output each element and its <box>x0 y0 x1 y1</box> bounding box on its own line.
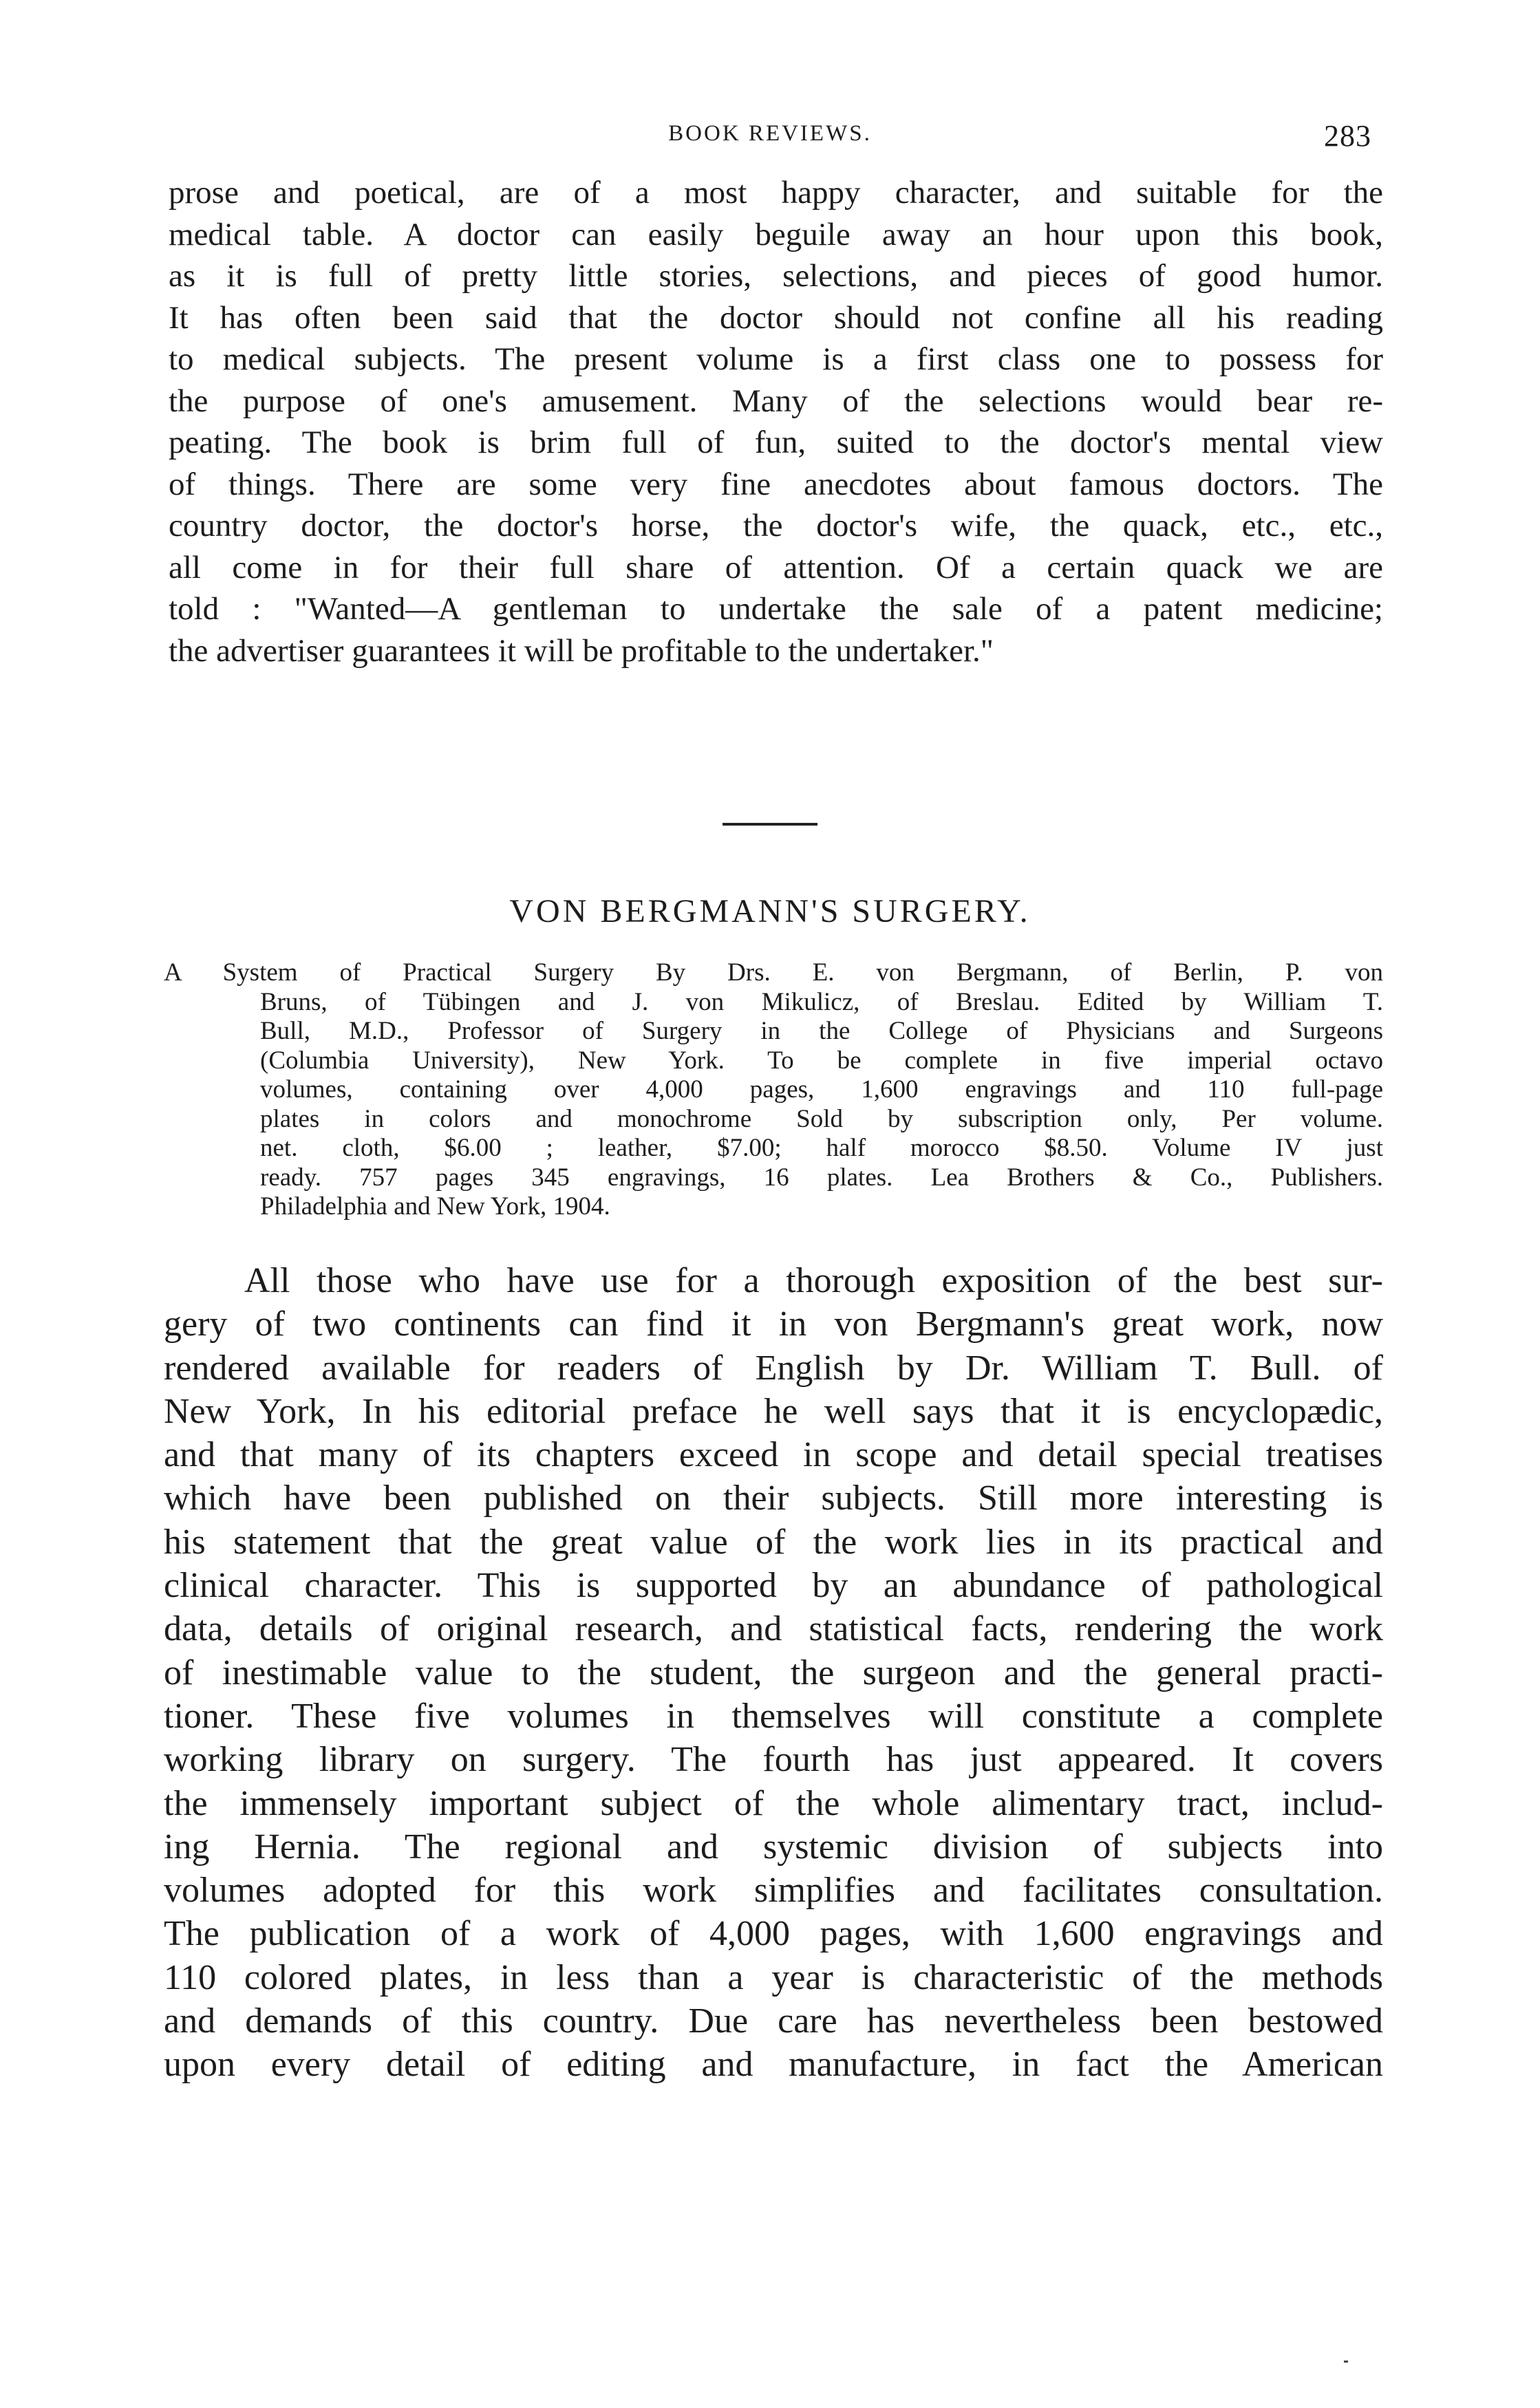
citation-line: (Columbia University), New York. To be complete in five imperial octavo <box>260 1046 1383 1075</box>
text-line: the purpose of one's amusement. Many of the selections would bear re- <box>169 383 1383 419</box>
body-line: ing Hernia. The regional and systemic division of subjects into <box>164 1827 1383 1867</box>
body-line: gery of two continents can find it in von Bergmann's great work, now <box>164 1304 1383 1344</box>
citation-line: Philadelphia and New York, 1904. <box>260 1192 610 1221</box>
body-line: and that many of its chapters exceed in scope and detail special treatises <box>164 1435 1383 1475</box>
previous-review-continuation <box>169 172 1383 671</box>
print-speck <box>1344 2361 1348 2363</box>
text-line: country doctor, the doctor's horse, the doctor's wife, the quack, etc., etc., <box>169 508 1383 544</box>
citation-line: Bruns, of Tübingen and J. von Mikulicz, of Breslau. Edited by William T. <box>260 987 1383 1016</box>
citation-line: Bull, M.D., Professor of Surgery in the College of Physicians and Surgeons <box>260 1017 1383 1045</box>
text-line: as it is full of pretty little stories, selections, and pieces of good humor. <box>169 258 1383 294</box>
body-line: clinical character. This is supported by an abundance of pathological <box>164 1566 1383 1606</box>
body-line: the immensely important subject of the whole alimentary tract, includ- <box>164 1783 1383 1823</box>
body-line: All those who have use for a thorough exposition of the best sur- <box>244 1261 1383 1300</box>
text-line: prose and poetical, are of a most happy character, and suitable for the <box>169 175 1383 211</box>
body-line: New York, In his editorial preface he well says that it is encyclopædic, <box>164 1391 1383 1431</box>
citation-line: A System of Practical Surgery By Drs. E. von Bergmann, of Berlin, P. von <box>164 958 1383 987</box>
body-line: rendered available for readers of English by Dr. William T. Bull. of <box>164 1348 1383 1388</box>
text-line: of things. There are some very fine anecdotes about famous doctors. The <box>169 466 1383 502</box>
section-divider <box>723 823 817 826</box>
citation-line: plates in colors and monochrome Sold by subscription only, Per volume. <box>260 1104 1383 1133</box>
bibliographic-citation <box>164 958 1383 1222</box>
running-title: BOOK REVIEWS. <box>668 121 872 146</box>
page-number: 283 <box>1324 119 1371 153</box>
citation-line: net. cloth, $6.00 ; leather, $7.00; half morocco $8.50. Volume IV just <box>260 1134 1383 1162</box>
body-line: tioner. These five volumes in themselves will constitute a complete <box>164 1696 1383 1736</box>
running-head <box>0 121 1540 162</box>
text-line: medical table. A doctor can easily beguile away an hour upon this book, <box>169 216 1383 252</box>
text-line: to medical subjects. The present volume is a first class one to possess for <box>169 341 1383 377</box>
body-line: volumes adopted for this work simplifies and facilitates consultation. <box>164 1871 1383 1911</box>
citation-line: ready. 757 pages 345 engravings, 16 plates. Lea Brothers & Co., Publishers. <box>260 1163 1383 1192</box>
section-title: VON BERGMANN'S SURGERY. <box>509 893 1031 929</box>
body-line: of inestimable value to the student, the surgeon and the general practi- <box>164 1653 1383 1692</box>
body-line: data, details of original research, and statistical facts, rendering the work <box>164 1609 1383 1649</box>
body-line: The publication of a work of 4,000 pages, with 1,600 engravings and <box>164 1914 1383 1954</box>
text-line: told : "Wanted—A gentleman to undertake the sale of a patent medicine; <box>169 591 1383 627</box>
text-line: the advertiser guarantees it will be profitable to the undertaker." <box>169 632 994 669</box>
body-line: working library on surgery. The fourth has just appeared. It covers <box>164 1740 1383 1780</box>
body-line: 110 colored plates, in less than a year is characteristic of the methods <box>164 1957 1383 1997</box>
text-line: peating. The book is brim full of fun, suited to the doctor's mental view <box>169 424 1383 460</box>
body-line: which have been published on their subjects. Still more interesting is <box>164 1479 1383 1518</box>
text-line: all come in for their full share of attention. Of a certain quack we are <box>169 549 1383 585</box>
review-body <box>164 1259 1383 2087</box>
text-line: It has often been said that the doctor should not confine all his reading <box>169 299 1383 336</box>
body-line: and demands of this country. Due care has nevertheless been bestowed <box>164 2001 1383 2041</box>
citation-line: volumes, containing over 4,000 pages, 1,600 engravings and 110 full-page <box>260 1075 1383 1104</box>
body-line: upon every detail of editing and manufacture, in fact the American <box>164 2045 1383 2085</box>
body-line: his statement that the great value of the work lies in its practical and <box>164 1522 1383 1562</box>
